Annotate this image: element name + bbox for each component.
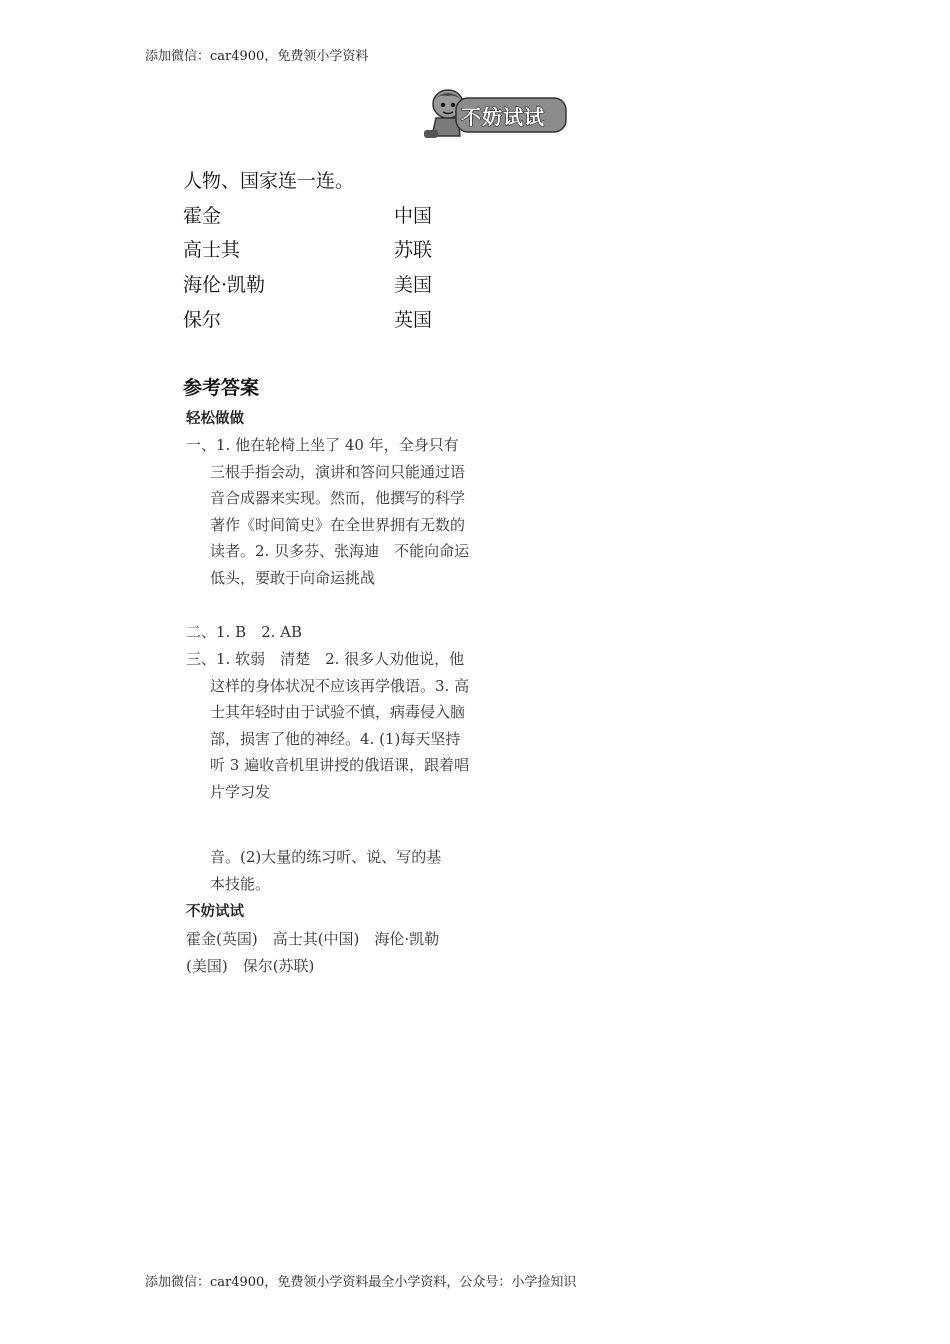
country-item: 美国 [394, 274, 433, 296]
answer-part-4: 霍金(英国) 高士其(中国) 海伦·凯勒(美国) 保尔(苏联) [186, 930, 440, 975]
person-item: 高士其 [183, 239, 241, 261]
answer-part-3a: 三、1. 软弱 清楚 2. 很多人劝他说，他这样的身体状况不应该再学俄语。3. 高士其年轻时由于试验不慎，病毒侵入脑部，损害了他的神经。4. (1)每天坚持听 3 遍收音机里讲授的俄语课，跟着唱片学习发 [186, 650, 470, 801]
answer-part-1: 一、1. 他在轮椅上坐了 40 年，全身只有三根手指会动，演讲和答问只能通过语音合成器来实现。然而，他撰写的科学著作《时间简史》在全世界拥有无数的读者。2. 贝多芬、张海迪 不能向命运低头，要敢于向命运挑战 [186, 436, 470, 587]
answers-title: 参考答案 [183, 377, 260, 399]
person-item: 霍金 [183, 205, 222, 227]
page-footer: 添加微信：car4900，免费领小学资料最全小学资料，公众号：小学捡知识 [145, 1275, 577, 1290]
country-item: 英国 [394, 309, 433, 331]
section-title-try: 不妨试试 [186, 904, 244, 920]
answer-part-2: 二、1. B 2. AB [186, 623, 303, 641]
person-item: 保尔 [183, 309, 222, 331]
country-item: 苏联 [394, 239, 433, 261]
country-item: 中国 [394, 205, 433, 227]
exercise-prompt: 人物、国家连一连。 [183, 170, 355, 192]
section-badge [418, 84, 570, 140]
person-item: 海伦·凯勒 [183, 274, 266, 296]
badge-label: 不妨试试 [461, 105, 545, 129]
section-title-easy: 轻松做做 [186, 411, 244, 427]
answer-part-3b: 音。(2)大量的练习听、说、写的基本技能。 [210, 848, 442, 893]
page-header: 添加微信：car4900，免费领小学资料 [145, 49, 369, 64]
